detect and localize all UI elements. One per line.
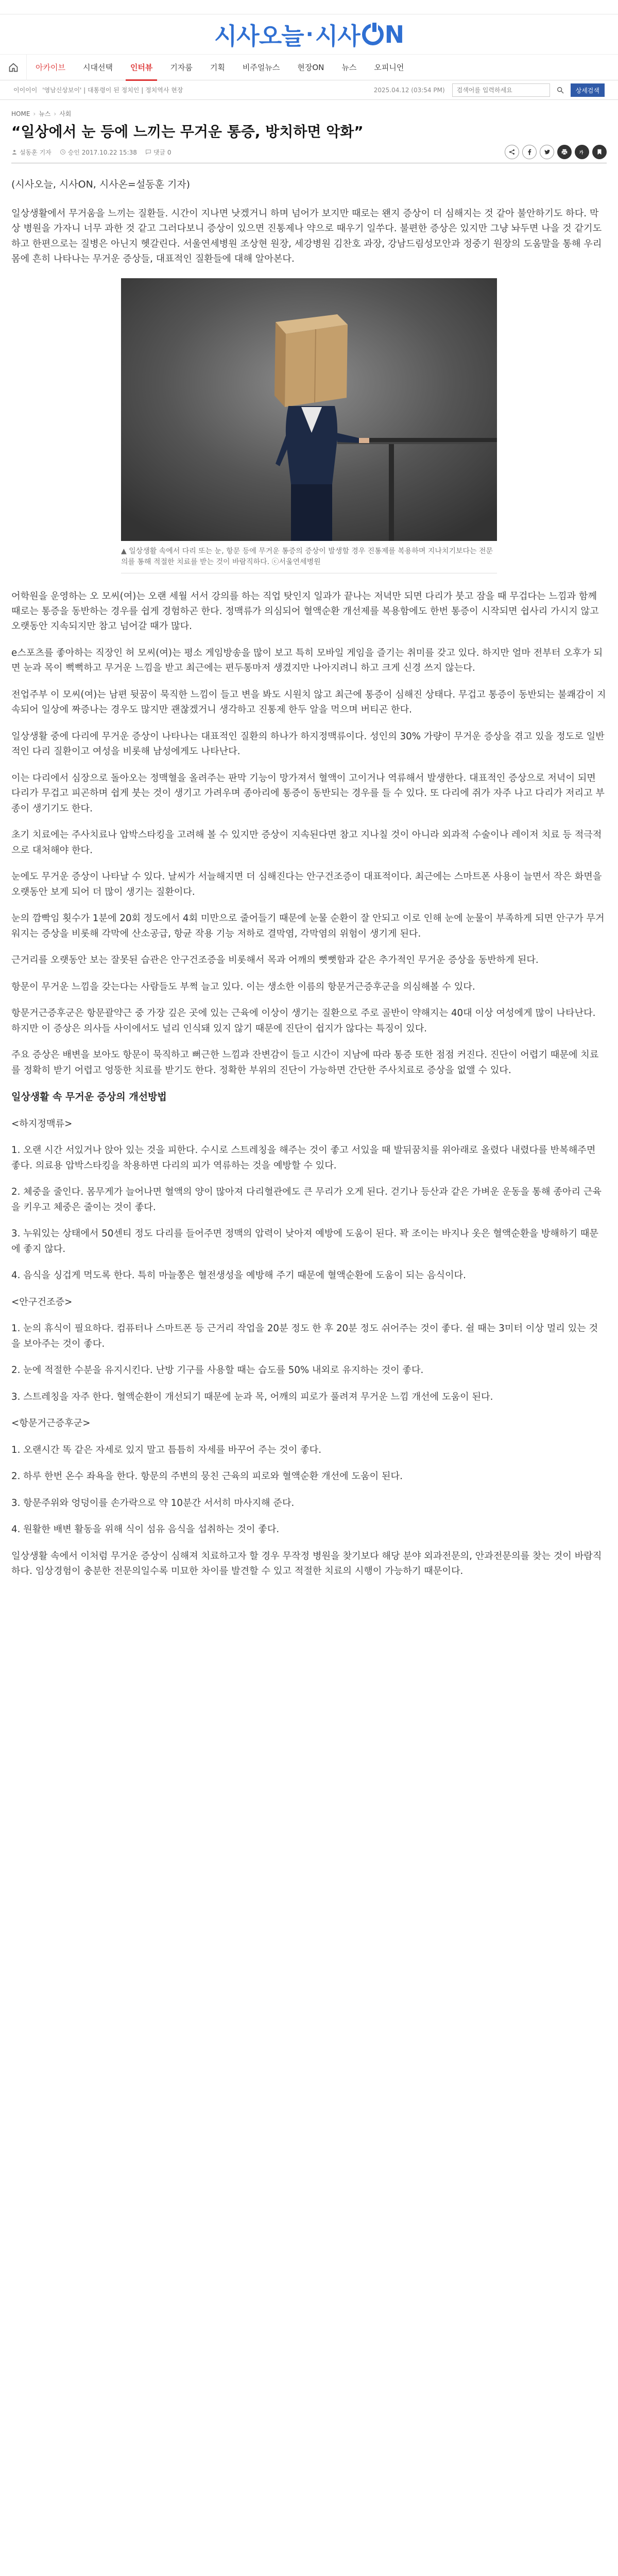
site-logo[interactable] [214,18,404,52]
breadcrumb [0,100,618,118]
breadcrumb-separator: › [33,110,36,117]
article-paragraph: e스포츠를 좋아하는 직장인 허 모씨(여)는 평소 게임방송을 많이 보고 특히 모바일 게임을 즐기는 취미를 갖고 있다. 하지만 얼마 전부터 오후가 되면 눈과 목이 뻑뻑하고 무거운 느낌을 받고 최근에는 편두통마저 생겼지만 나아지려니 하고 크게 신경 쓰지 않는다. [11,647,603,674]
search-icon [556,86,564,94]
nav-item[interactable]: 뉴스 [341,63,357,72]
article-byline: (시사오늘, 시사ON, 시사온=설동훈 기자) [11,178,191,190]
tip-item: 4. 음식을 싱겁게 먹도록 한다. 특히 마늘쫑은 혈전생성을 예방해 주기 때문에 혈액순환에 도움이 되는 음식이다. [11,1270,466,1281]
article-paragraph: 어학원을 운영하는 오 모씨(여)는 오랜 세월 서서 강의를 하는 직업 탓인지 일과가 끝나는 저녁만 되면 다리가 붓고 잠을 때 무겁다는 느낌과 함께 때로는 통증을 동반하는 경우를 쉽게 경험하곤 한다. 정맥류가 의심되어 혈액순환 개선제를 복용함에도 한번 통증이 시작되면 쉽사리 가시지 않고 오랫동안 지속되지만 참고 넘어갈 때가 많다. [11,590,599,632]
breadcrumb-home[interactable]: HOME [11,110,30,117]
nav-item[interactable]: 아카이브 [36,63,65,72]
clock-icon [60,149,66,155]
article-paragraph: 항문거근증후군은 항문괄약근 중 가장 깊은 곳에 있는 근육에 이상이 생기는 질환으로 주로 골반이 약해지는 40대 이상 여성에게 많이 나타난다. 하지만 이 증상은 의사들 사이에서도 널리 인식돼 있지 않기 때문에 진단이 쉽지가 않다는 특징이 있다. [11,1008,596,1034]
user-icon [11,149,18,155]
article-title: “일상에서 눈 등에 느끼는 무거운 통증, 방치하면 악화” [11,123,364,140]
logo-text-sisaoneul: 시사오늘 [214,22,304,50]
article-photo[interactable] [121,278,497,541]
publish-date-text: 승인 2017.10.22 15:38 [67,148,137,156]
sub-bar [0,80,618,100]
home-icon [8,62,19,73]
nav-item[interactable]: 기획 [210,63,225,72]
tip-item: 1. 눈의 휴식이 필요하다. 컴퓨터나 스마트폰 등 근거리 작업을 20분 정도 한 후 20분 정도 쉬어주는 것이 좋다. 쉴 때는 3미터 이상 멀리 있는 것을 보아주는 것이 좋다. [11,1323,598,1349]
breadcrumb-society[interactable]: 사회 [59,110,72,117]
current-date: 2025.04.12 (03:54 PM) [373,87,445,94]
article-tools [505,145,607,159]
article-paragraph: 전업주부 이 모씨(여)는 남편 뒷꿈이 묵직한 느낌이 들고 변을 봐도 시원치 않고 최근에 통증이 심해진 상태다. 무겁고 통증이 동반되는 불쾌감이 지속되어 일상에 짜증나는 경우도 많지만 괜찮겠거니 생각하고 진통제 한두 알을 먹으며 버티곤 한다. [11,689,606,716]
tip-item: 2. 체중을 줄인다. 몸무게가 늘어나면 혈액의 양이 많아져 다리혈관에도 큰 무리가 오게 된다. 걷기나 등산과 같은 가벼운 운동을 통해 종아리 근육을 키우고 체중은 줄이는 것이 좋다. [11,1187,602,1213]
share-button[interactable] [505,145,519,159]
nav-item[interactable]: 오피니언 [374,63,404,72]
share-icon [508,148,516,156]
tip-item: 1. 오랜 시간 서있거나 앉아 있는 것을 피한다. 수시로 스트레칭을 해주는 것이 좋고 서있을 때 발뒤꿈치를 위아래로 올렸다 내렸다를 반복해주면 좋다. 의료용 압박스타킹을 착용하면 다리의 피가 역류하는 것을 예방할 수 있다. [11,1145,596,1171]
search-button[interactable] [554,83,566,97]
article-paragraph: 일상생활에서 무거움을 느끼는 질환들. 시간이 지나면 낫겠거니 하며 넘어가 보지만 때로는 왠지 증상이 더 심해지는 것 같아 불안하기도 하다. 막상 병원을 가자니 너무 과한 것 같고 그러다보니 증상이 있으면 진통제나 약으로 때우기 일쑤다. 불편한 증상은 있지만 그냥 놔두면 나을 것 같기도 하고 한편으로는 질병은 아닌지 헷갈린다. 서울연세병원 조상현 원장, 세강병원 김찬호 과장, 강남드림성모안과 정중기 원장의 도움말을 통해 우리 몸에 흔히 나타나는 무거운 증상들, 대표적인 질환들에 대해 알아본다. [11,208,602,265]
comment-count-text: 댓글 0 [153,148,171,156]
nav-items [27,55,413,80]
breadcrumb-news[interactable]: 뉴스 [39,110,51,117]
text-size-button[interactable] [575,145,589,159]
publish-date [60,148,137,157]
sub-link[interactable]: '영남신상보이' | 대통령이 된 정치인 | 정치역사 현장 [42,87,183,94]
article-paragraphs-intro [11,206,607,267]
article-meta [11,148,607,163]
sub-link[interactable]: 이이이이 [13,87,38,94]
article-body [0,163,618,1579]
comment-icon [145,149,151,155]
article-paragraph: 눈의 깜빡임 횟수가 1분에 20회 정도에서 4회 미만으로 줄어들기 때문에 눈물 순환이 잘 안되고 이로 인해 눈에 눈물이 부족하게 되면 안구가 무거워지는 증상을 비롯해 각막에 산소공급, 항균 작용 기능 저하로 결막염, 각막염의 위험이 생기게 된다. [11,913,605,939]
section-subheading: <안구건조증> [11,1296,73,1308]
tip-item: 2. 하루 한번 온수 좌욕을 한다. 항문의 주변의 뭉친 근육의 피로와 혈액순환 개선에 도움이 된다. [11,1471,403,1482]
detail-search-button[interactable]: 상세검색 [571,83,605,97]
print-icon [561,148,568,156]
article-figure [121,278,497,573]
tip-item: 1. 오랜시간 똑 같은 자세로 있지 말고 틈틈히 자세를 바꾸어 주는 것이 좋다. [11,1444,322,1455]
logo-power-icon [362,24,384,45]
article-paragraphs-main [11,589,607,1078]
main-nav [0,55,618,80]
comment-count[interactable] [145,148,171,157]
section-subheading: <항문거근증후군> [11,1418,91,1429]
bookmark-button[interactable] [592,145,607,159]
article-paragraph: 근거리를 오랫동안 보는 잘못된 습관은 안구건조증을 비롯해서 목과 어깨의 뻣뻣함과 같은 추가적인 무거운 증상을 동반하게 된다. [11,955,539,966]
nav-item[interactable]: 기자룸 [170,63,193,72]
nav-item[interactable]: 인터뷰 [122,55,161,80]
top-utility-bar [0,0,618,14]
facebook-icon [526,148,533,156]
nav-item[interactable]: 비주얼뉴스 [242,63,280,72]
breadcrumb-separator: › [54,110,57,117]
tip-item: 3. 누워있는 상태에서 50센티 정도 다리를 들어주면 정맥의 압력이 낮아져 예방에 도움이 된다. 꽉 조이는 바지나 옷은 혈액순환을 방해하기 때문에 좋지 않다. [11,1228,598,1255]
section-subheading: <하지정맥류> [11,1118,73,1129]
sub-links [13,86,186,94]
logo-on-n: N [384,20,404,48]
tip-item: 2. 눈에 적절한 수분을 유지시킨다. 난방 기구를 사용할 때는 습도를 50% 내외로 유지하는 것이 좋다. [11,1365,424,1376]
nav-item[interactable]: 현장ON [297,63,324,72]
photo-illustration [121,278,497,541]
article-paragraph: 초기 치료에는 주사치료나 압박스타킹을 고려해 볼 수 있지만 증상이 지속된다면 참고 지나칠 것이 아니라 외과적 수술이나 레이저 치료 등 적극적으로 대처해야 한다. [11,829,602,856]
facebook-button[interactable] [522,145,537,159]
tip-item: 4. 원활한 배변 활동을 위해 식이 섬유 음식을 섭취하는 것이 좋다. [11,1524,280,1535]
twitter-button[interactable] [540,145,554,159]
article-closing: 일상생활 속에서 이처럼 무거운 증상이 심해져 치료하고자 할 경우 무작정 병원을 찾기보다 해당 분야 외과전문의, 안과전문의를 찾는 것이 바람직하다. 임상경험이 충분한 전문의일수록 미묘한 차이를 발견할 수 있고 적절한 치료의 시행이 가능하기 때문이다. [11,1550,602,1577]
search-area [374,83,605,97]
site-header [0,14,618,55]
home-button[interactable] [0,55,27,80]
section-heading: 일상생활 속 무거운 증상의 개선방법 [11,1091,167,1103]
logo-text-sisa: 시사 [315,22,360,50]
article-paragraph: 주요 증상은 배변을 보아도 항문이 묵직하고 뻐근한 느낌과 잔변감이 들고 시간이 지남에 따라 통증 또한 점점 커진다. 진단이 어렵기 때문에 치료를 정확히 받기 어렵고 엉뚱한 치료를 받기도 한다. 정확한 부위의 진단이 가능하면 간단한 주사치료로 증상을 없앨 수 있다. [11,1049,599,1076]
article-paragraph: 일상생활 중에 다리에 무거운 증상이 나타나는 대표적인 질환의 하나가 하지정맥류이다. 성인의 30% 가량이 무거운 증상을 겪고 있을 정도로 일반적인 다리 질환이고 여성을 비롯해 남성에게도 나타난다. [11,731,605,757]
article-paragraph: 항문이 무거운 느낌을 갖는다는 사람들도 부쩍 늘고 있다. 이는 생소한 이름의 항문거근증후군을 의심해볼 수 있다. [11,981,475,992]
nav-item[interactable]: 시대선택 [82,63,113,72]
tip-item: 3. 항문주위와 엉덩이를 손가락으로 약 10분간 서서히 마사지해 준다. [11,1497,295,1509]
reporter [11,148,52,157]
improvement-sections [11,1116,607,1537]
logo-on [362,21,404,48]
text-size-icon [578,148,586,156]
bookmark-icon [596,148,603,156]
tip-item: 3. 스트레칭을 자주 한다. 혈액순환이 개선되기 때문에 눈과 목, 어깨의 피로가 풀려져 무거운 느낌 개선에 도움이 된다. [11,1391,493,1402]
reporter-name[interactable]: 설동훈 기자 [20,148,52,156]
logo-dot: · [305,22,313,46]
twitter-icon [543,148,551,156]
svg-text:가: 가 [579,149,583,155]
print-button[interactable] [557,145,572,159]
article-paragraph: 이는 다리에서 심장으로 돌아오는 정맥혈을 올려주는 판막 기능이 망가져서 혈액이 고이거나 역류해서 발생한다. 대표적인 증상으로 저녁이 되면 다리가 무겁고 피곤하며 쉽게 붓는 것이 생기고 가려우며 종아리에 통증이 동반되는 경우를 들 수 있다. 또 다리에 쥐가 자주 나고 다리가 저리고 부종이 생기기도 한다. [11,772,605,814]
search-input[interactable] [452,83,550,97]
article-paragraph: 눈에도 무거운 증상이 나타날 수 있다. 날씨가 서늘해지면 더 심해진다는 안구건조증이 대표적이다. 최근에는 스마트폰 사용이 늘면서 작은 화면을 오랫동안 보게 되어 더 많이 생기는 질환이다. [11,871,602,897]
photo-caption: ▲ 일상생활 속에서 다리 또는 눈, 항문 등에 무거운 통증의 증상이 발생할 경우 진통제를 복용하며 지나치기보다는 전문의를 통해 적절한 치료를 받는 것이 바람직하다. ⓒ서울연세병원 [121,541,497,573]
